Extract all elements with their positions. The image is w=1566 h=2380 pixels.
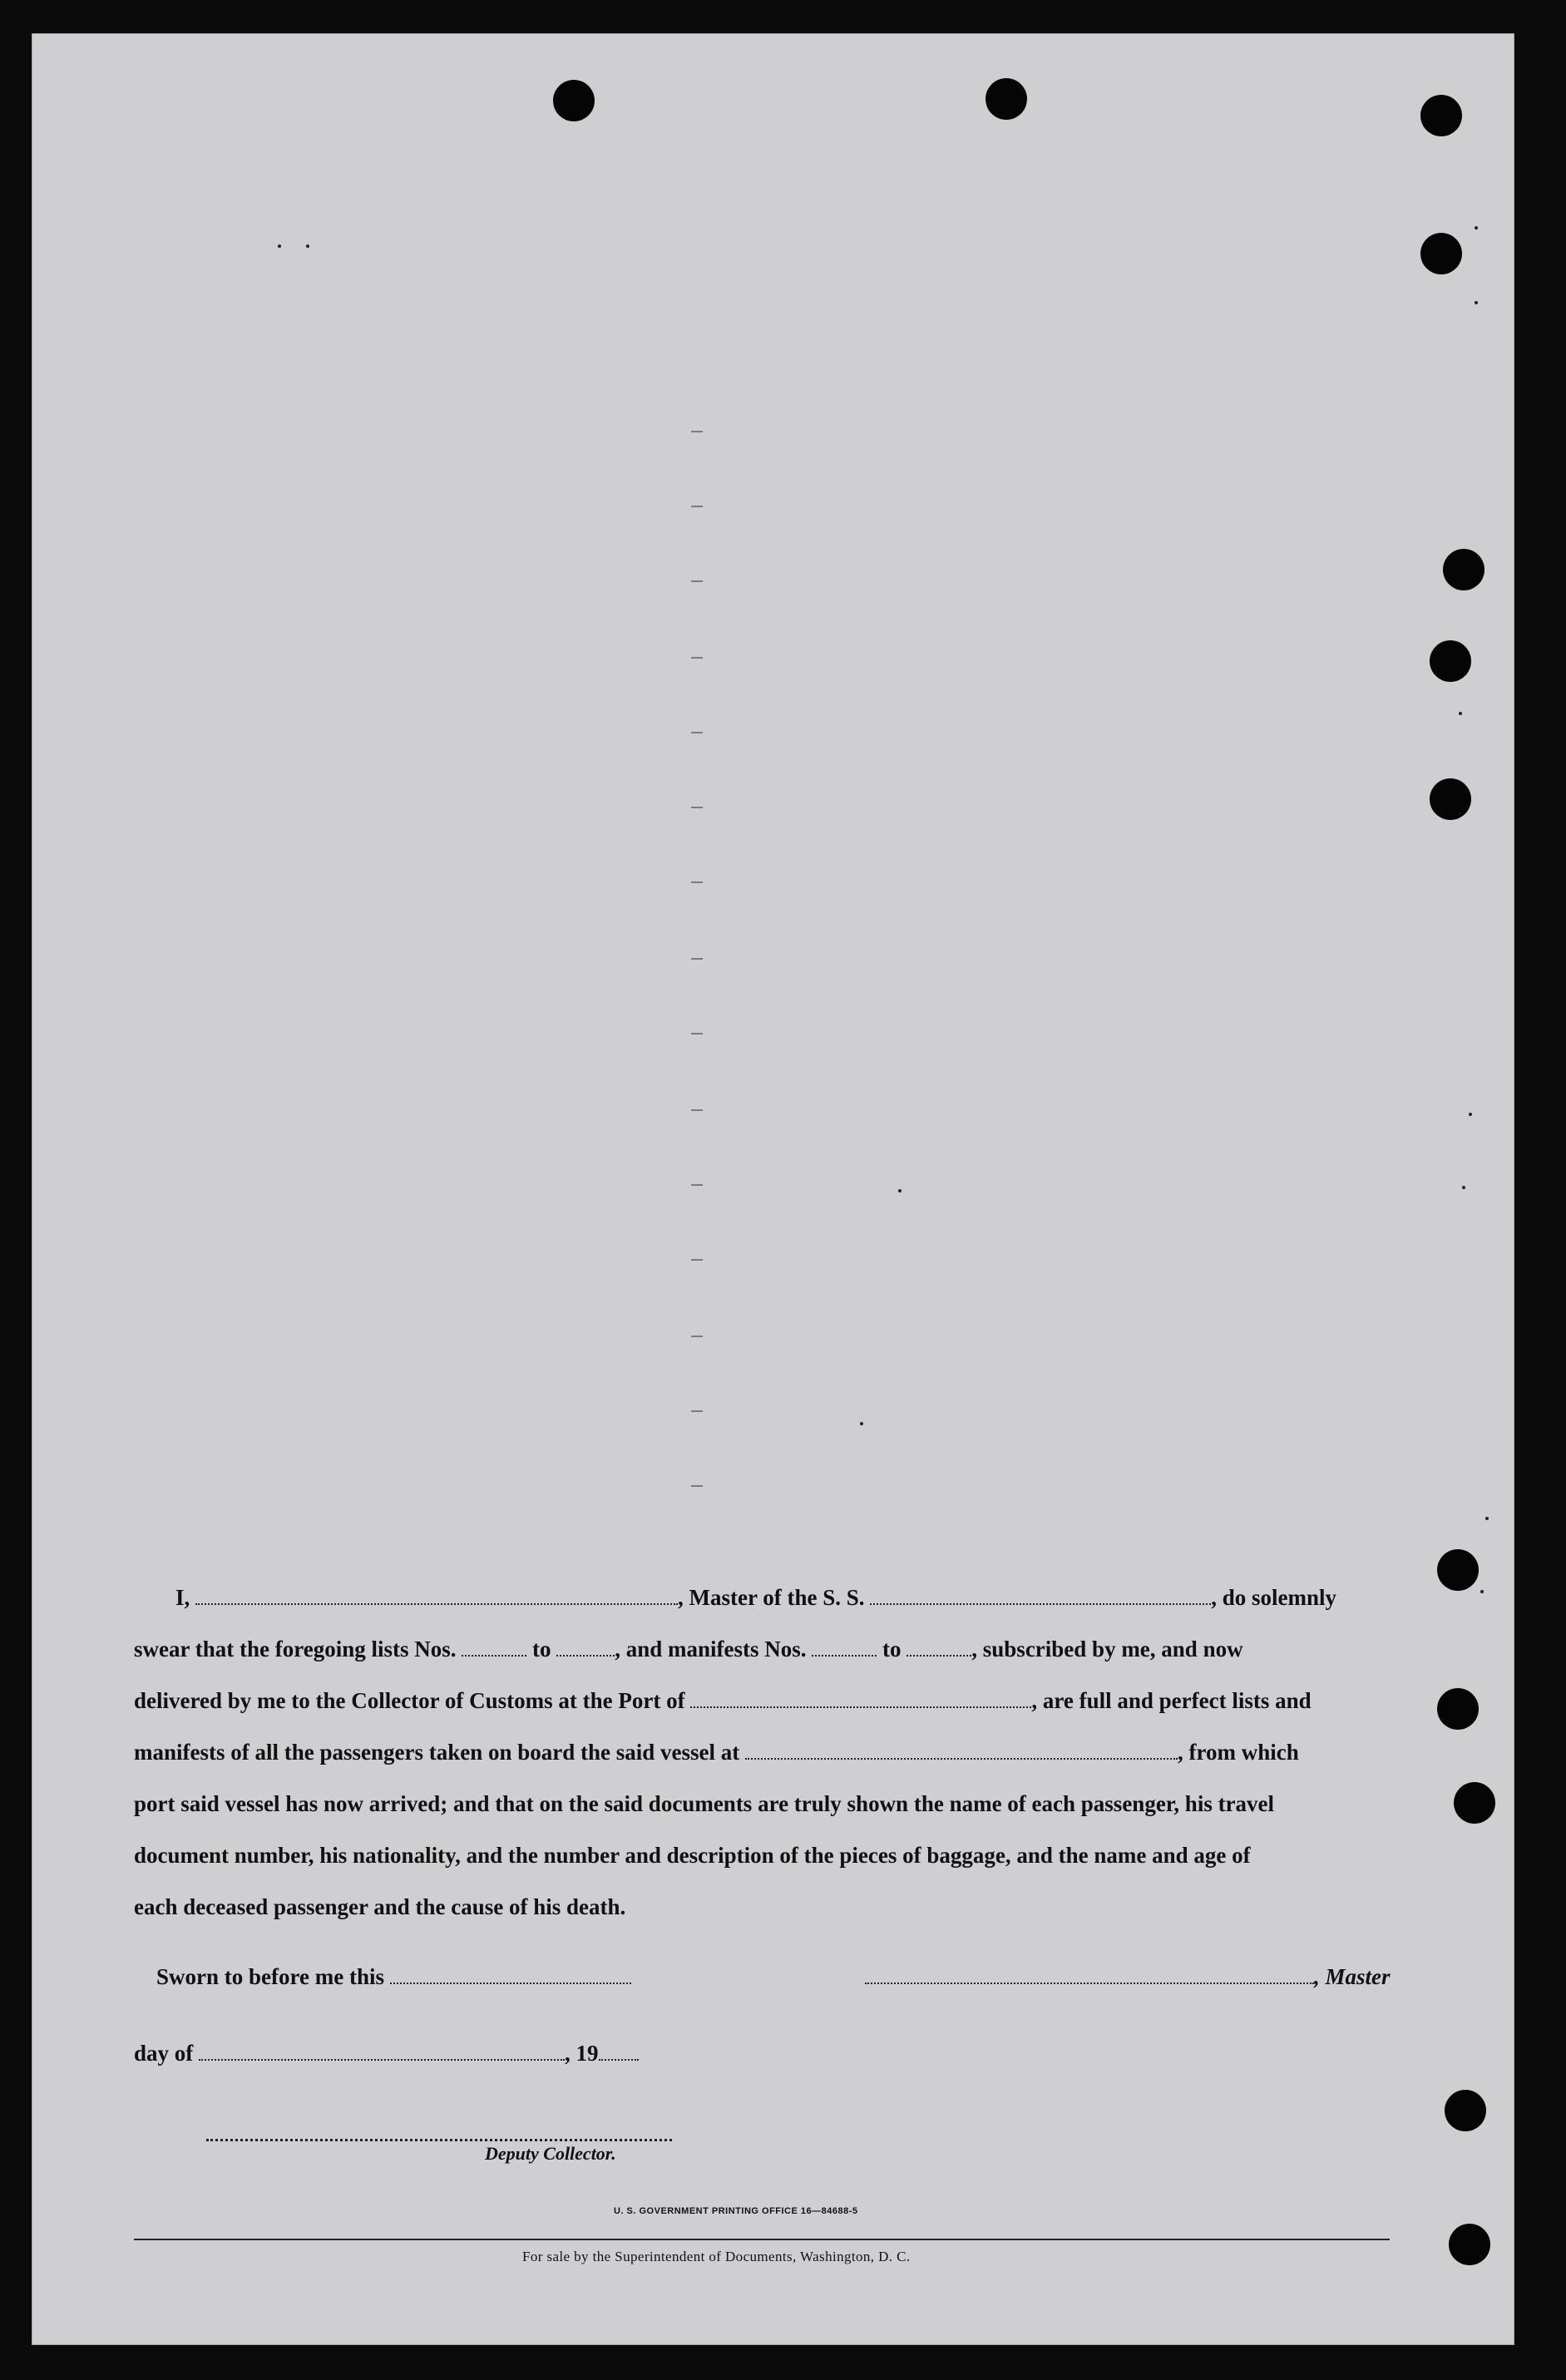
blank-year[interactable]: [599, 2044, 639, 2061]
blank-port[interactable]: [690, 1691, 1031, 1708]
blank-list-to[interactable]: [556, 1640, 615, 1657]
day-label: day of: [134, 2041, 194, 2066]
sale-notice: For sale by the Superintendent of Documents, Washington, D. C.: [522, 2249, 911, 2264]
oath-line-1: [134, 1572, 1423, 1623]
blank-vessel[interactable]: [870, 1588, 1211, 1605]
punch-hole: [553, 80, 595, 121]
oath-text: delivered by me to the Collector of Customs at the Port of: [134, 1688, 685, 1713]
center-dash: [691, 1184, 703, 1186]
printer-imprint: U. S. GOVERNMENT PRINTING OFFICE 16—84688-5: [614, 2206, 858, 2216]
speck: [898, 1189, 902, 1192]
oath-text: , are full and perfect lists and: [1031, 1688, 1312, 1713]
oath-text: , and manifests Nos.: [615, 1637, 807, 1662]
center-dash: [691, 1259, 703, 1261]
oath-text: to: [531, 1637, 551, 1662]
punch-hole: [1449, 2224, 1490, 2265]
master-label: , Master: [1314, 1964, 1391, 1989]
center-dash: [691, 1033, 703, 1034]
blank-embarkation-port[interactable]: [745, 1743, 1178, 1760]
center-dash: [691, 1336, 703, 1337]
footer-rule: [134, 2239, 1390, 2240]
oath-text: , from which: [1178, 1740, 1299, 1765]
oath-text: , subscribed by me, and now: [971, 1637, 1243, 1662]
center-dash: [691, 1410, 703, 1412]
punch-hole: [1437, 1688, 1479, 1730]
sworn-label: Sworn to before me this: [156, 1964, 384, 1989]
speck: [1462, 1186, 1465, 1189]
center-dash: [691, 1485, 703, 1487]
oath-paragraph: [134, 1572, 1423, 1933]
blank-day[interactable]: [199, 2044, 565, 2061]
center-dash: [691, 1109, 703, 1111]
speck: [860, 1422, 863, 1425]
master-signature-line: [865, 1964, 1391, 1990]
blank-manifest-from[interactable]: [812, 1640, 877, 1657]
speck: [278, 244, 281, 248]
punch-hole: [986, 78, 1027, 120]
blank-name[interactable]: [195, 1588, 678, 1605]
blank-manifest-to[interactable]: [907, 1640, 971, 1657]
oath-text: , do solemnly: [1211, 1585, 1337, 1610]
punch-hole: [1420, 95, 1462, 136]
center-dash: [691, 657, 703, 659]
day-line: [134, 2041, 639, 2066]
blank-sworn-date[interactable]: [390, 1968, 631, 1984]
center-dash: [691, 431, 703, 432]
punch-hole: [1443, 549, 1484, 590]
oath-line-2: [134, 1623, 1423, 1675]
deputy-collector-label: Deputy Collector.: [485, 2143, 616, 2164]
deputy-signature-line[interactable]: [206, 2139, 672, 2141]
speck: [1480, 1590, 1484, 1593]
oath-text: swear that the foregoing lists Nos.: [134, 1637, 457, 1662]
punch-hole: [1437, 1549, 1479, 1591]
oath-line-3: [134, 1675, 1423, 1726]
punch-hole: [1430, 640, 1471, 682]
center-dash: [691, 807, 703, 808]
sworn-line: [156, 1964, 631, 1990]
punch-hole: [1445, 2090, 1486, 2131]
center-dash: [691, 881, 703, 883]
speck: [1459, 712, 1462, 715]
punch-hole: [1454, 1782, 1495, 1824]
center-dash: [691, 580, 703, 582]
punch-hole: [1420, 233, 1462, 274]
year-label: , 19: [565, 2041, 599, 2066]
blank-list-from[interactable]: [462, 1640, 526, 1657]
speck: [1469, 1113, 1472, 1116]
speck: [1475, 301, 1478, 304]
oath-line-4: [134, 1726, 1423, 1778]
center-dash: [691, 506, 703, 507]
oath-line-5: port said vessel has now arrived; and that on the said documents are truly shown the name of each passenger, his travel: [134, 1791, 1275, 1816]
document-page: [32, 33, 1514, 2345]
oath-text: , Master of the S. S.: [678, 1585, 865, 1610]
center-dash: [691, 958, 703, 960]
speck: [306, 244, 309, 248]
speck: [1485, 1517, 1489, 1520]
oath-line-7: each deceased passenger and the cause of his death.: [134, 1894, 626, 1919]
oath-line-6: document number, his nationality, and the number and description of the pieces of baggage, and the name and age of: [134, 1843, 1251, 1868]
speck: [1475, 226, 1478, 230]
oath-text: to: [882, 1637, 902, 1662]
punch-hole: [1430, 778, 1471, 820]
oath-text: manifests of all the passengers taken on board the said vessel at: [134, 1740, 740, 1765]
blank-master-signature[interactable]: [865, 1968, 1314, 1984]
center-dash: [691, 732, 703, 733]
oath-text: I,: [175, 1585, 190, 1610]
